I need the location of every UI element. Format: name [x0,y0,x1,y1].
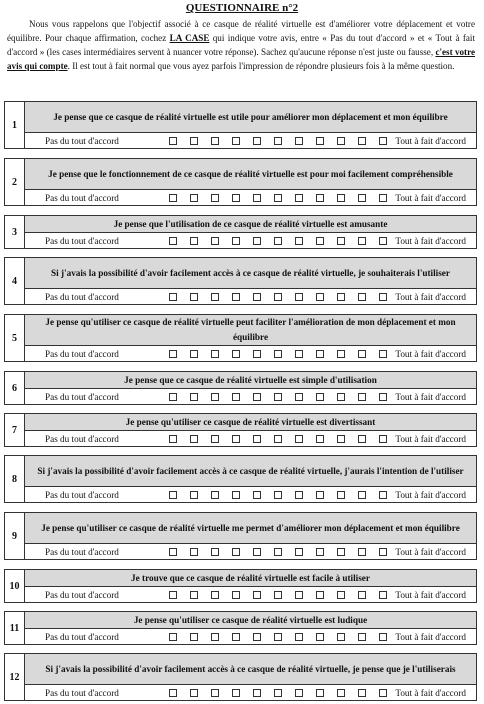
scale-label-right: Tout à fait d'accord [395,291,466,302]
answer-checkbox[interactable] [253,137,261,145]
answer-checkbox[interactable] [190,435,198,443]
answer-checkbox[interactable] [169,591,177,599]
answer-checkbox[interactable] [211,689,219,697]
answer-checkbox[interactable] [169,350,177,358]
answer-checkbox[interactable] [358,194,366,202]
answer-checkbox[interactable] [232,548,240,556]
answer-checkbox[interactable] [169,633,177,641]
question-block [4,215,477,249]
answer-checkbox[interactable] [316,591,324,599]
answer-checkbox[interactable] [169,137,177,145]
answer-checkbox[interactable] [232,237,240,245]
answer-checkbox[interactable] [169,393,177,401]
scale-label-right: Tout à fait d'accord [395,687,466,698]
question-text: Je pense qu'utiliser ce casque de réalité virtuelle peut faciliter l'amélioration de mon déplacement et mon équilibre [25,315,476,346]
question-number: 7 [5,414,25,446]
answer-scale [25,289,476,304]
answer-checkbox[interactable] [316,435,324,443]
answer-checkbox[interactable] [232,689,240,697]
answer-checkbox[interactable] [358,548,366,556]
scale-label-left: Pas du tout d'accord [45,291,119,302]
answer-scale [25,685,476,700]
answer-checkbox[interactable] [379,491,387,499]
scale-label-left: Pas du tout d'accord [45,433,119,444]
answer-checkbox[interactable] [316,293,324,301]
answer-checkbox[interactable] [337,633,345,641]
intro-emphasis-1: LA CASE [169,33,210,43]
question-block [4,455,477,503]
answer-checkbox[interactable] [211,350,219,358]
question-text: Je pense que ce casque de réalité virtuelle est simple d'utilisation [25,372,476,389]
answer-checkbox[interactable] [358,591,366,599]
answer-checkbox[interactable] [232,435,240,443]
answer-checkbox[interactable] [337,435,345,443]
answer-checkbox[interactable] [337,548,345,556]
answer-checkbox[interactable] [253,591,261,599]
answer-checkbox[interactable] [274,137,282,145]
checkbox-row [169,137,387,145]
answer-checkbox[interactable] [274,435,282,443]
question-text: Je pense qu'utiliser ce casque de réalité virtuelle me permet d'améliorer mon déplacement et mon équilibre [25,513,476,544]
question-body [25,612,476,644]
answer-checkbox[interactable] [253,633,261,641]
answer-checkbox[interactable] [337,137,345,145]
answer-checkbox[interactable] [358,393,366,401]
answer-checkbox[interactable] [316,633,324,641]
answer-checkbox[interactable] [190,393,198,401]
answer-checkbox[interactable] [295,393,303,401]
scale-label-right: Tout à fait d'accord [395,631,466,642]
answer-checkbox[interactable] [316,350,324,358]
intro-emphasis-2: c'est votre avis qui compte [7,47,475,71]
answer-checkbox[interactable] [274,393,282,401]
question-text: Si j'avais la possibilité d'avoir facilement accès à ce casque de réalité virtuelle, je souhaiterais l'utiliser [25,258,476,289]
answer-checkbox[interactable] [316,548,324,556]
page-title [0,2,484,14]
question-block [4,512,477,560]
scale-label-right: Tout à fait d'accord [395,433,466,444]
answer-checkbox[interactable] [295,591,303,599]
answer-checkbox[interactable] [274,591,282,599]
answer-checkbox[interactable] [232,350,240,358]
question-text: Si j'avais la possibilité d'avoir facilement accès à ce casque de réalité virtuelle, je pense que je l'utiliserais [25,654,476,685]
checkbox-row [169,633,387,641]
intro-part-1: Nous vous rappelons que l'objectif associé à ce casque de réalité virtuelle est d'améliorer votre déplacement et votre équilibre. Pour chaque affirmation, cochez [7,19,475,43]
answer-checkbox[interactable] [379,435,387,443]
question-block [4,158,477,206]
answer-checkbox[interactable] [232,633,240,641]
answer-checkbox[interactable] [316,689,324,697]
question-number: 12 [5,654,25,700]
answer-checkbox[interactable] [211,548,219,556]
scale-label-right: Tout à fait d'accord [395,348,466,359]
question-number: 1 [5,102,25,148]
question-body [25,315,476,361]
answer-checkbox[interactable] [295,435,303,443]
answer-checkbox[interactable] [232,137,240,145]
answer-checkbox[interactable] [190,548,198,556]
checkbox-row [169,591,387,599]
scale-label-right: Tout à fait d'accord [395,135,466,146]
answer-checkbox[interactable] [295,194,303,202]
question-number: 9 [5,513,25,559]
answer-checkbox[interactable] [337,237,345,245]
question-text: Je pense qu'utiliser ce casque de réalité virtuelle est divertissant [25,414,476,431]
question-block [4,653,477,701]
question-block [4,413,477,447]
answer-checkbox[interactable] [379,633,387,641]
answer-checkbox[interactable] [316,137,324,145]
answer-scale [25,389,476,404]
answer-checkbox[interactable] [190,293,198,301]
answer-checkbox[interactable] [358,137,366,145]
scale-label-left: Pas du tout d'accord [45,589,119,600]
answer-checkbox[interactable] [211,293,219,301]
question-text: Je pense qu'utiliser ce casque de réalité virtuelle est ludique [25,612,476,629]
answer-checkbox[interactable] [274,491,282,499]
scale-label-left: Pas du tout d'accord [45,687,119,698]
answer-checkbox[interactable] [253,237,261,245]
answer-checkbox[interactable] [253,350,261,358]
question-block [4,371,477,405]
answer-checkbox[interactable] [190,633,198,641]
answer-checkbox[interactable] [316,237,324,245]
scale-label-left: Pas du tout d'accord [45,631,119,642]
answer-checkbox[interactable] [253,293,261,301]
scale-label-left: Pas du tout d'accord [45,546,119,557]
question-number: 2 [5,159,25,205]
answer-checkbox[interactable] [253,435,261,443]
question-text: Je pense que l'utilisation de ce casque de réalité virtuelle est amusante [25,216,476,233]
answer-scale [25,133,476,148]
answer-checkbox[interactable] [295,689,303,697]
answer-checkbox[interactable] [358,237,366,245]
checkbox-row [169,435,387,443]
answer-checkbox[interactable] [190,237,198,245]
answer-checkbox[interactable] [253,393,261,401]
answer-checkbox[interactable] [358,633,366,641]
answer-checkbox[interactable] [274,293,282,301]
scale-label-right: Tout à fait d'accord [395,192,466,203]
checkbox-row [169,689,387,697]
answer-checkbox[interactable] [253,548,261,556]
answer-checkbox[interactable] [337,194,345,202]
answer-checkbox[interactable] [379,237,387,245]
answer-checkbox[interactable] [211,491,219,499]
answer-checkbox[interactable] [379,137,387,145]
answer-checkbox[interactable] [379,293,387,301]
answer-scale [25,487,476,502]
scale-label-right: Tout à fait d'accord [395,589,466,600]
answer-checkbox[interactable] [379,591,387,599]
answer-checkbox[interactable] [211,435,219,443]
answer-checkbox[interactable] [379,689,387,697]
answer-checkbox[interactable] [211,591,219,599]
checkbox-row [169,237,387,245]
question-number: 10 [5,570,25,602]
question-body [25,258,476,304]
answer-checkbox[interactable] [274,548,282,556]
answer-checkbox[interactable] [232,491,240,499]
question-number: 6 [5,372,25,404]
answer-checkbox[interactable] [358,293,366,301]
scale-label-right: Tout à fait d'accord [395,391,466,402]
question-number: 4 [5,258,25,304]
answer-checkbox[interactable] [337,591,345,599]
scale-label-right: Tout à fait d'accord [395,546,466,557]
checkbox-row [169,491,387,499]
question-body [25,456,476,502]
answer-checkbox[interactable] [190,194,198,202]
answer-checkbox[interactable] [316,491,324,499]
answer-checkbox[interactable] [253,194,261,202]
checkbox-row [169,548,387,556]
question-block [4,101,477,149]
answer-checkbox[interactable] [211,393,219,401]
answer-checkbox[interactable] [169,435,177,443]
answer-checkbox[interactable] [169,491,177,499]
question-body [25,414,476,446]
intro-part-2: qui indique votre avis, entre « Pas du tout d'accord » et « Tout à fait d'accord » (les cases intermédiaires servent à nuancer votre réponse). Sachez qu'aucune réponse n'est juste ou fausse, [7,33,475,57]
checkbox-row [169,350,387,358]
scale-label-right: Tout à fait d'accord [395,235,466,246]
answer-checkbox[interactable] [337,293,345,301]
question-number: 11 [5,612,25,644]
answer-checkbox[interactable] [211,633,219,641]
answer-checkbox[interactable] [169,194,177,202]
answer-checkbox[interactable] [232,393,240,401]
scale-label-right: Tout à fait d'accord [395,489,466,500]
question-text: Si j'avais la possibilité d'avoir facilement accès à ce casque de réalité virtuelle, j'aurais l'intention de l'utiliser [25,456,476,487]
answer-checkbox[interactable] [232,293,240,301]
question-number: 5 [5,315,25,361]
question-block [4,257,477,305]
intro-paragraph [7,17,475,73]
answer-scale [25,190,476,205]
answer-scale [25,587,476,602]
scale-label-left: Pas du tout d'accord [45,348,119,359]
title-text: QUESTIONNAIRE n°2 [185,2,299,14]
question-block [4,611,477,645]
answer-checkbox[interactable] [337,689,345,697]
answer-checkbox[interactable] [295,237,303,245]
answer-checkbox[interactable] [211,237,219,245]
scale-label-left: Pas du tout d'accord [45,391,119,402]
answer-checkbox[interactable] [169,548,177,556]
answer-checkbox[interactable] [274,237,282,245]
answer-checkbox[interactable] [190,137,198,145]
question-text: Je trouve que ce casque de réalité virtuelle est facile à utiliser [25,570,476,587]
answer-checkbox[interactable] [253,689,261,697]
answer-checkbox[interactable] [169,237,177,245]
answer-checkbox[interactable] [295,633,303,641]
question-body [25,102,476,148]
answer-checkbox[interactable] [190,491,198,499]
answer-checkbox[interactable] [274,194,282,202]
answer-scale [25,431,476,446]
question-body [25,654,476,700]
scale-label-left: Pas du tout d'accord [45,192,119,203]
answer-scale [25,346,476,361]
answer-checkbox[interactable] [358,689,366,697]
answer-checkbox[interactable] [379,548,387,556]
answer-checkbox[interactable] [316,393,324,401]
intro-part-3: . Il est tout à fait normal que vous ayez parfois l'impression de répondre plusieurs fois à la même question. [67,61,455,71]
checkbox-row [169,194,387,202]
answer-checkbox[interactable] [232,194,240,202]
answer-checkbox[interactable] [274,689,282,697]
answer-checkbox[interactable] [358,491,366,499]
answer-checkbox[interactable] [232,591,240,599]
answer-checkbox[interactable] [169,293,177,301]
question-block [4,314,477,362]
question-text: Je pense que ce casque de réalité virtuelle est utile pour améliorer mon déplacement et mon équilibre [25,102,476,133]
answer-checkbox[interactable] [190,591,198,599]
answer-checkbox[interactable] [295,350,303,358]
question-body [25,372,476,404]
question-body [25,570,476,602]
question-text: Je pense que le fonctionnement de ce casque de réalité virtuelle est pour moi facilement compréhensible [25,159,476,190]
question-number: 8 [5,456,25,502]
question-body [25,159,476,205]
answer-checkbox[interactable] [337,393,345,401]
answer-scale [25,233,476,248]
answer-checkbox[interactable] [379,350,387,358]
answer-checkbox[interactable] [358,435,366,443]
checkbox-row [169,293,387,301]
answer-checkbox[interactable] [253,491,261,499]
answer-checkbox[interactable] [169,689,177,697]
answer-checkbox[interactable] [211,137,219,145]
question-block [4,569,477,603]
question-body [25,513,476,559]
answer-checkbox[interactable] [379,194,387,202]
answer-checkbox[interactable] [274,633,282,641]
answer-scale [25,629,476,644]
answer-checkbox[interactable] [337,491,345,499]
checkbox-row [169,393,387,401]
answer-checkbox[interactable] [190,350,198,358]
answer-checkbox[interactable] [316,194,324,202]
answer-checkbox[interactable] [379,393,387,401]
answer-checkbox[interactable] [274,350,282,358]
answer-checkbox[interactable] [295,548,303,556]
answer-checkbox[interactable] [211,194,219,202]
scale-label-left: Pas du tout d'accord [45,489,119,500]
scale-label-left: Pas du tout d'accord [45,235,119,246]
answer-checkbox[interactable] [295,491,303,499]
answer-scale [25,544,476,559]
answer-checkbox[interactable] [358,350,366,358]
scale-label-left: Pas du tout d'accord [45,135,119,146]
answer-checkbox[interactable] [295,293,303,301]
answer-checkbox[interactable] [337,350,345,358]
answer-checkbox[interactable] [295,137,303,145]
answer-checkbox[interactable] [190,689,198,697]
question-number: 3 [5,216,25,248]
question-body [25,216,476,248]
